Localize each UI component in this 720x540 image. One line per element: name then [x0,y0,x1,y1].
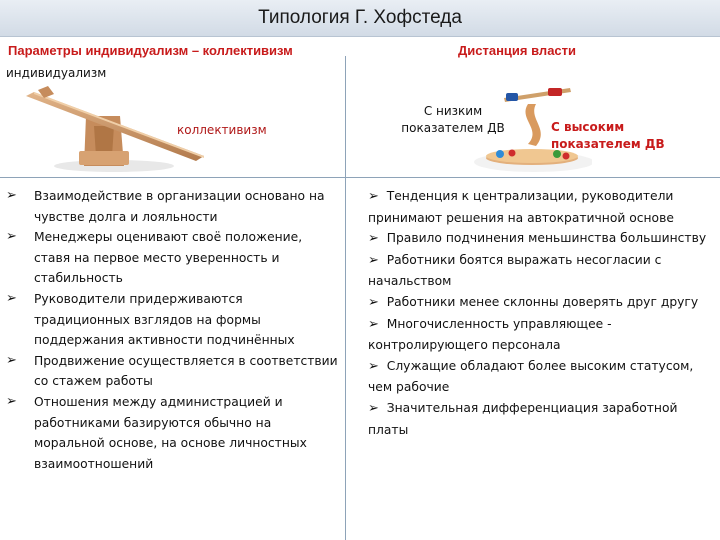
arrow-bullet-icon: ➢ [368,189,379,204]
left-bullet-list [6,186,340,474]
slide-title: Типология Г. Хофстеда [0,0,720,37]
list-item: ➢ Продвижение осуществляется в соответствии со стажем работы [6,352,338,389]
list-item: ➢ Менеджеры оценивают своё положение, ставя на первое место уверенность и стабильность [6,229,303,286]
list-item: ➢ Тенденция к централизации, руководители принимают решения на автократичной основе [368,189,674,225]
arrow-bullet-icon: ➢ [6,290,17,306]
list-item: ➢ Отношения между администрацией и работниками базируются обычно на моральной основе, на основе личностных взаимоотношений [6,393,307,471]
left-heading: Параметры индивидуализм – коллективизм [8,43,293,58]
list-item: ➢ Взаимодействие в организации основано на чувстве долга и лояльности [6,188,325,224]
list-item: ➢ Значительная дифференциация заработной платы [368,400,678,437]
column-divider [345,56,346,540]
list-item: ➢ Работники менее склонны доверять друг другу [368,294,699,310]
list-item: ➢ Многочисленность управляющее - контролирующего персонала [368,316,612,353]
right-bullet-list [368,186,708,440]
arrow-bullet-icon: ➢ [368,252,379,268]
arrow-bullet-icon: ➢ [6,229,17,245]
individualism-label: индивидуализм [6,66,107,80]
section-divider [0,177,720,178]
arrow-bullet-icon: ➢ [368,294,379,310]
high-power-distance-label: С высоким показателем ДВ [551,120,665,151]
right-heading: Дистанция власти [458,43,577,58]
arrow-bullet-icon: ➢ [6,188,17,203]
list-item: ➢ Работники боятся выражать несогласии с начальством [368,252,662,289]
list-item: ➢ Правило подчинения меньшинства большинству [368,231,707,247]
arrow-bullet-icon: ➢ [368,316,379,332]
arrow-bullet-icon: ➢ [368,358,379,374]
list-item: ➢ Руководители придерживаются традиционных взглядов на формы поддержания активности подчинённых [6,290,295,348]
list-item: ➢ Служащие обладают более высоким статусом, чем рабочие [368,358,694,395]
arrow-bullet-icon: ➢ [6,393,17,409]
collectivism-label: коллективизм [177,123,267,137]
arrow-bullet-icon: ➢ [368,231,379,247]
low-power-distance-label: С низким показателем ДВ [401,104,505,135]
arrow-bullet-icon: ➢ [368,400,379,416]
arrow-bullet-icon: ➢ [6,352,17,368]
